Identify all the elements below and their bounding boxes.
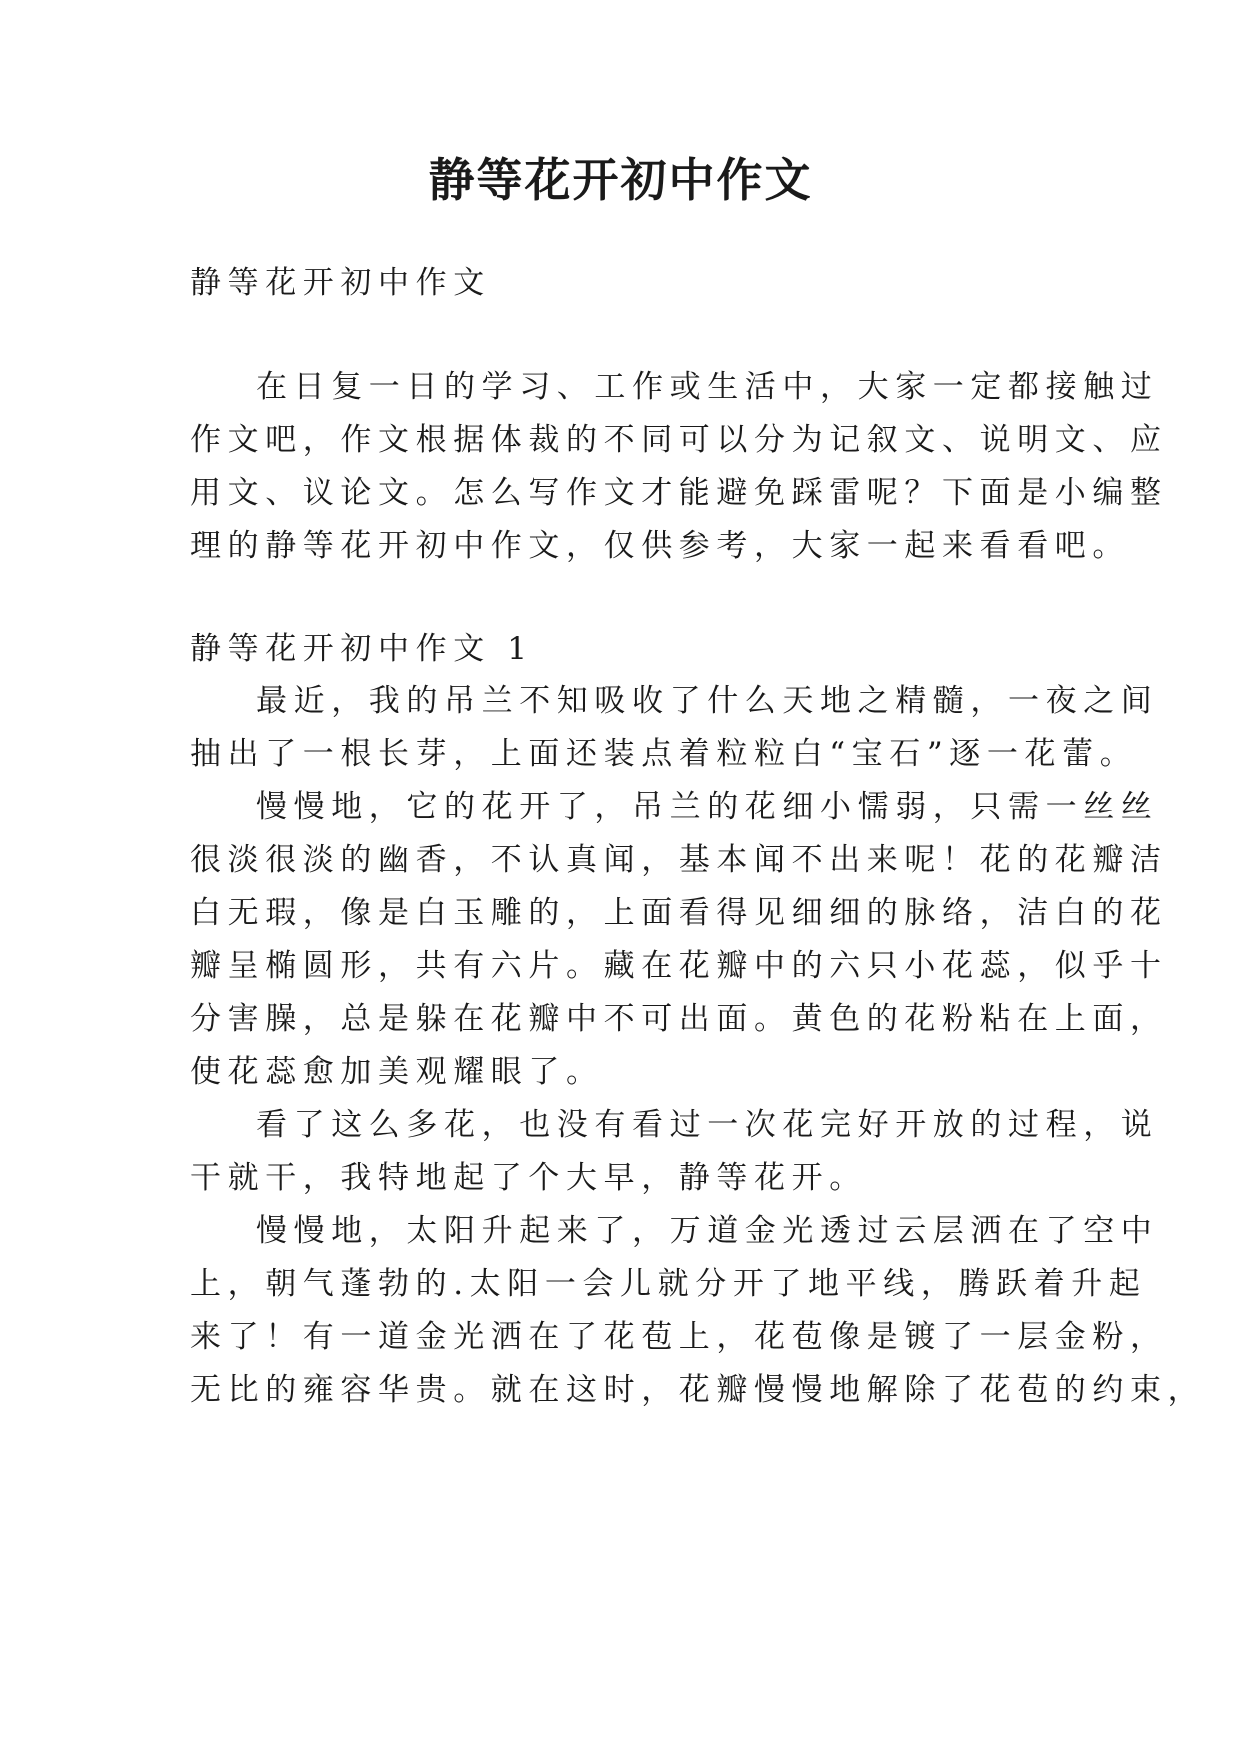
body-line: 来了！有一道金光洒在了花苞上，花苞像是镀了一层金粉，: [190, 1319, 1168, 1355]
body-line: 抽出了一根长芽，上面还装点着粒粒白“宝石”逐一花蕾。: [190, 736, 1138, 772]
body-line: 分害臊，总是躲在花瓣中不可出面。黄色的花粉粘在上面，: [190, 1001, 1168, 1037]
body-line: 看了这么多花，也没有看过一次花完好开放的过程，说: [256, 1107, 1159, 1143]
document-title: 静等花开初中作文: [428, 153, 813, 207]
body-line: 最近，我的吊兰不知吸收了什么天地之精髓，一夜之间: [256, 683, 1159, 719]
intro-line: 作文吧，作文根据体裁的不同可以分为记叙文、说明文、应: [190, 422, 1168, 458]
body-line: 慢慢地，太阳升起来了，万道金光透过云层洒在了空中: [256, 1213, 1159, 1249]
body-line: 无比的雍容华贵。就在这时，花瓣慢慢地解除了花苞的约束，: [190, 1372, 1206, 1408]
intro-line: 用文、议论文。怎么写作文才能避免踩雷呢？下面是小编整: [190, 475, 1168, 511]
body-line: 瓣呈椭圆形，共有六片。藏在花瓣中的六只小花蕊，似乎十: [190, 948, 1168, 984]
body-line: 使花蕊愈加美观耀眼了。: [190, 1054, 604, 1090]
body-line: 很淡很淡的幽香，不认真闻，基本闻不出来呢！花的花瓣洁: [190, 842, 1168, 878]
document-subtitle: 静等花开初中作文: [190, 265, 491, 301]
body-line: 干就干，我特地起了个大早，静等花开。: [190, 1160, 867, 1196]
body-line: 慢慢地，它的花开了，吊兰的花细小懦弱，只需一丝丝: [256, 789, 1159, 825]
body-line: 上，朝气蓬勃的.太阳一会儿就分开了地平线，腾跃着升起: [190, 1266, 1147, 1302]
body-line: 白无瑕，像是白玉雕的，上面看得见细细的脉络，洁白的花: [190, 895, 1168, 931]
section-heading: 静等花开初中作文 1: [190, 631, 534, 667]
intro-line: 在日复一日的学习、工作或生活中，大家一定都接触过: [256, 369, 1159, 405]
intro-line: 理的静等花开初中作文，仅供参考，大家一起来看看吧。: [190, 528, 1130, 564]
